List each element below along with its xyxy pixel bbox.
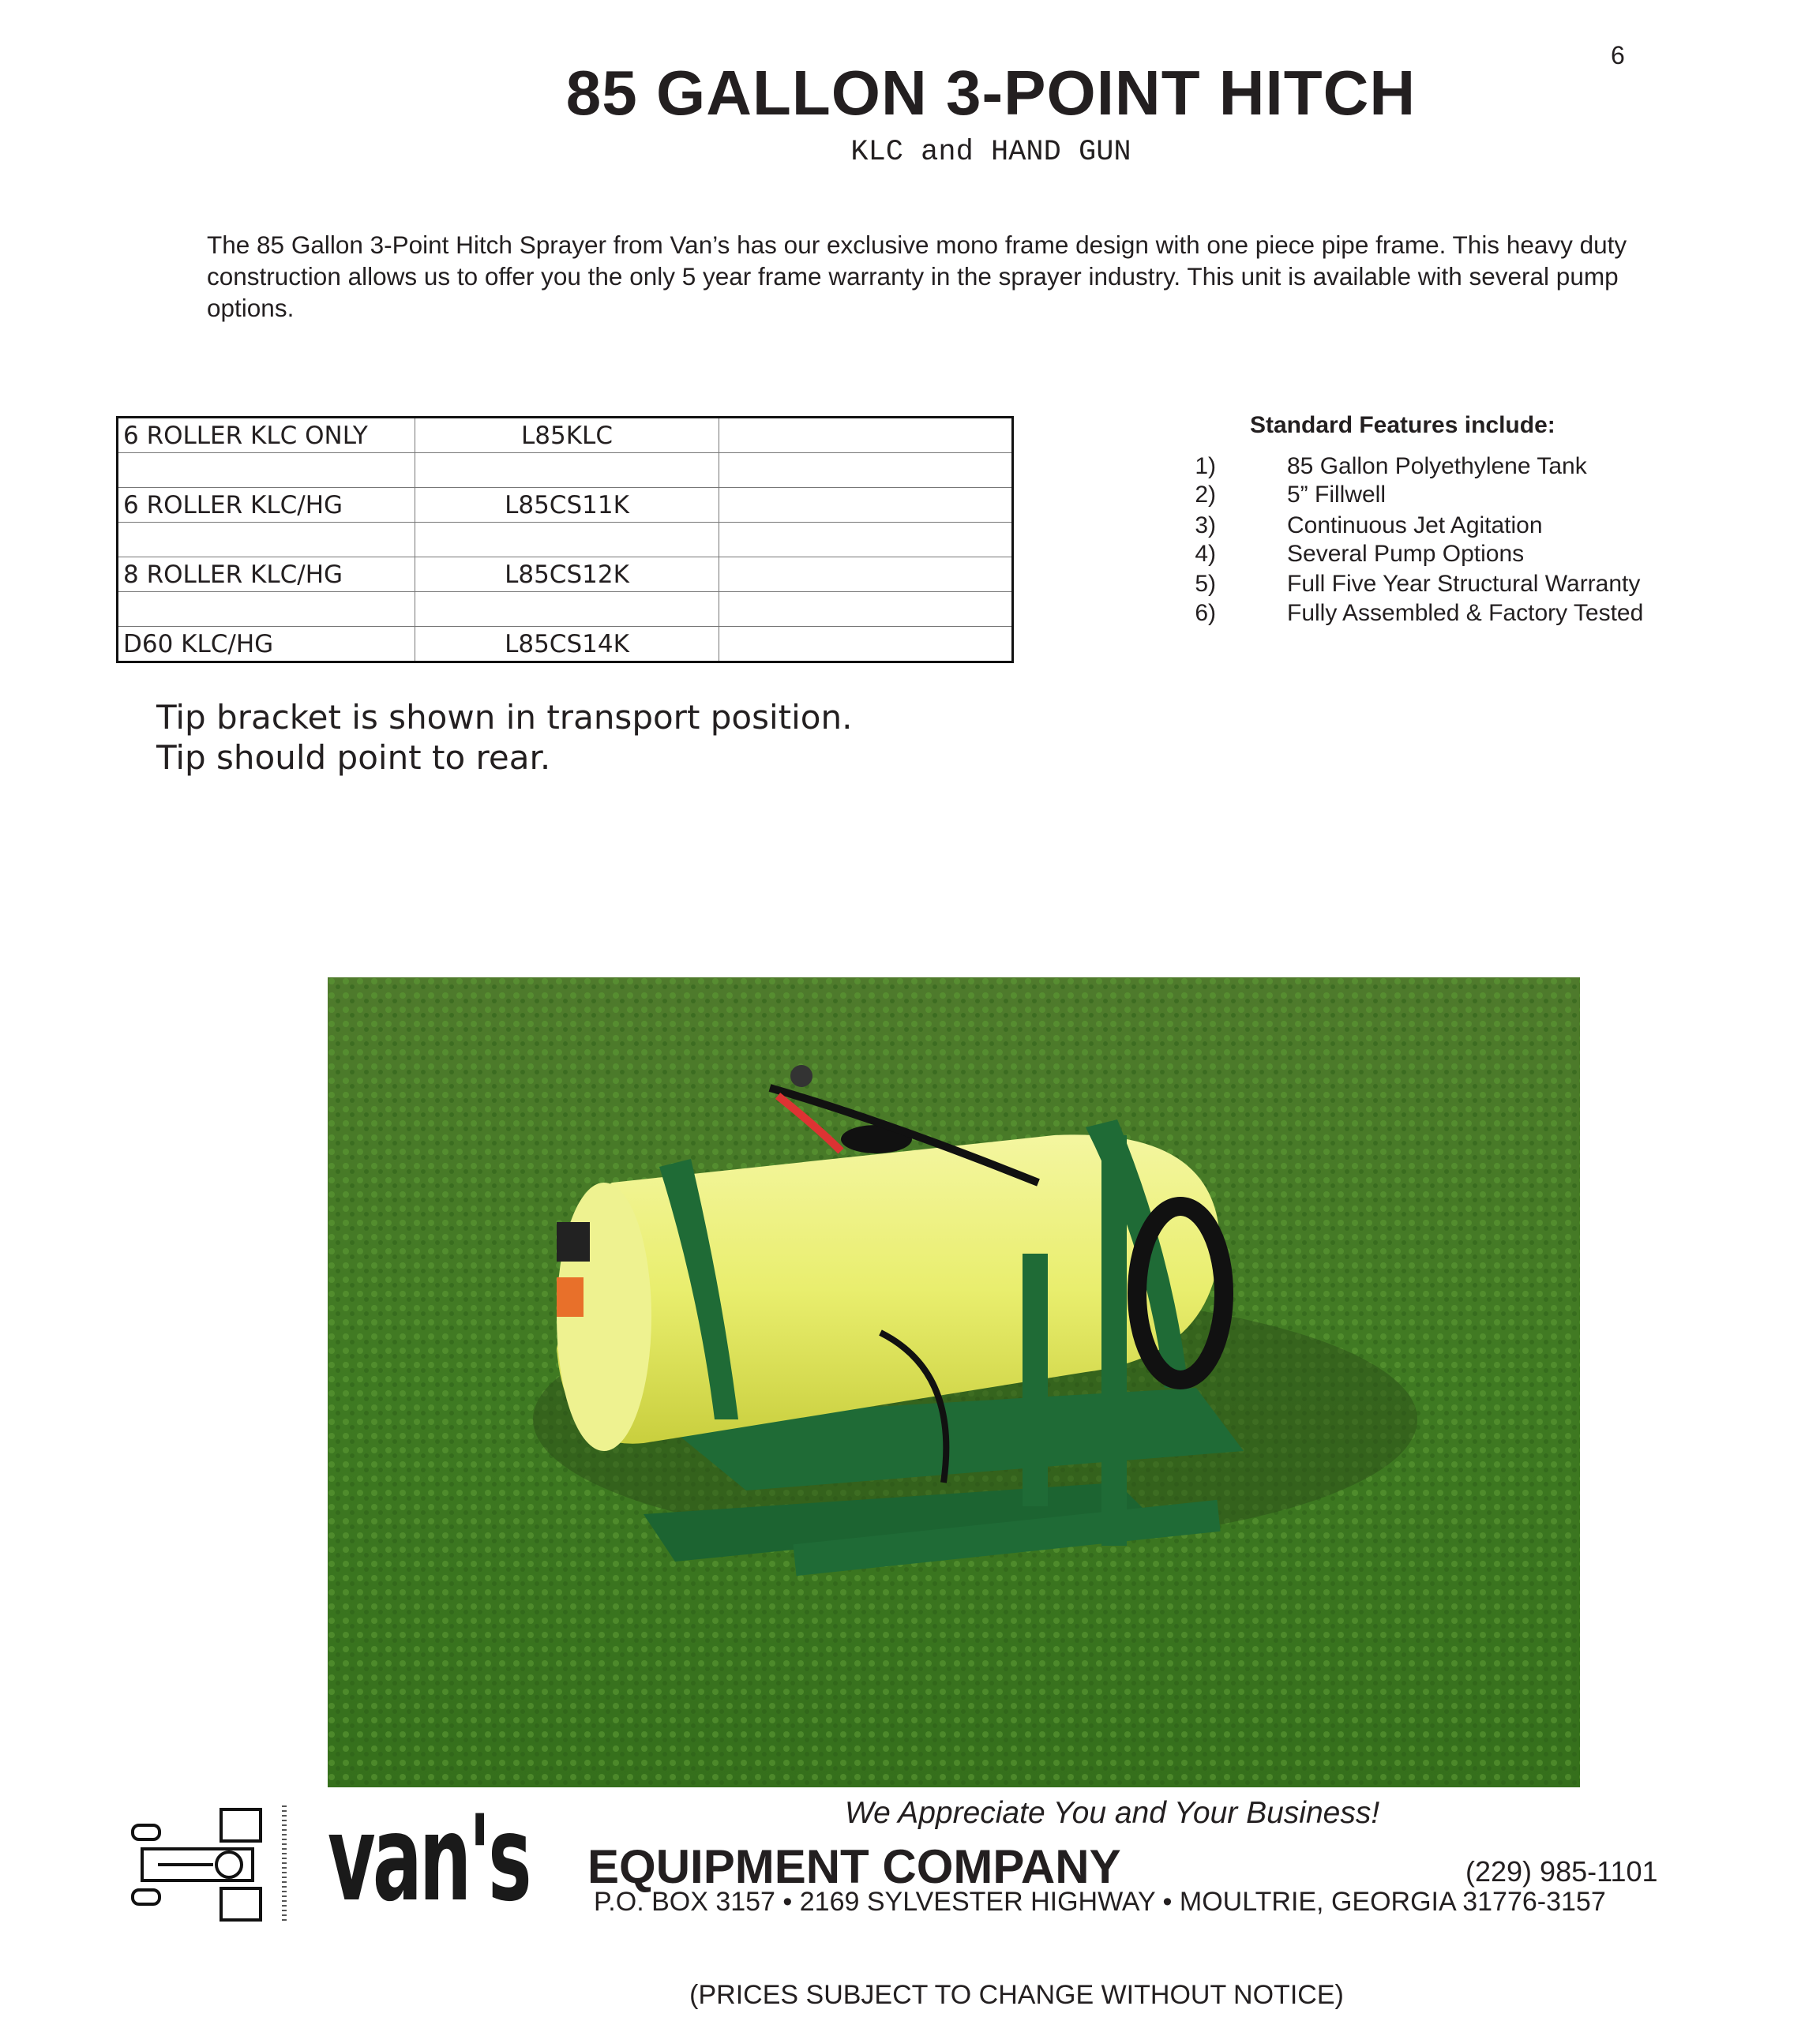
feature-text: 85 Gallon Polyethylene Tank xyxy=(1287,453,1587,479)
intro-paragraph: The 85 Gallon 3-Point Hitch Sprayer from Van’s has our exclusive mono frame design with one piece pipe frame. This heavy duty construction allows us to offer you the only 5 year frame warranty in the sprayer industry. This unit is available with several pump options. xyxy=(207,231,1627,322)
tank-label xyxy=(557,1222,590,1262)
model-row xyxy=(118,488,1013,523)
model-price xyxy=(719,523,1013,557)
model-row xyxy=(118,418,1013,453)
feature-number: 6) xyxy=(1195,600,1216,626)
feature-item xyxy=(1176,512,1543,539)
feature-text: Full Five Year Structural Warranty xyxy=(1287,571,1641,597)
tagline: We Appreciate You and Your Business! xyxy=(845,1796,1380,1830)
model-code: L85CS12K xyxy=(415,557,719,592)
model-row xyxy=(118,592,1013,627)
feature-number: 3) xyxy=(1195,512,1216,538)
caution-label xyxy=(557,1277,584,1317)
tip-note-line-1: Tip bracket is shown in transport position. xyxy=(156,698,853,737)
feature-text: Continuous Jet Agitation xyxy=(1287,512,1543,538)
model-name: 8 ROLLER KLC/HG xyxy=(118,557,415,592)
vans-logo: van's xyxy=(328,1790,529,1928)
features-heading: Standard Features include: xyxy=(1250,412,1555,438)
model-row xyxy=(118,627,1013,662)
feature-number: 2) xyxy=(1195,482,1216,508)
model-price xyxy=(719,488,1013,523)
feature-item xyxy=(1176,541,1525,568)
model-price xyxy=(719,453,1013,488)
page-number: 6 xyxy=(1611,41,1625,69)
sprayer-photo xyxy=(328,977,1580,1787)
model-name xyxy=(118,592,415,627)
feature-item xyxy=(1176,571,1641,598)
model-code: L85CS14K xyxy=(415,627,719,662)
prices-note: (PRICES SUBJECT TO CHANGE WITHOUT NOTICE) xyxy=(689,1980,1344,2010)
model-name: 6 ROLLER KLC ONLY xyxy=(118,418,415,453)
company-name: EQUIPMENT COMPANY xyxy=(587,1840,1121,1893)
model-code xyxy=(415,592,719,627)
model-name xyxy=(118,523,415,557)
feature-item xyxy=(1176,482,1387,508)
feature-item xyxy=(1176,453,1587,480)
feature-text: Several Pump Options xyxy=(1287,541,1525,567)
model-table xyxy=(116,416,1014,663)
hose-reel-post xyxy=(1101,1135,1127,1546)
page-title: 85 GALLON 3-POINT HITCH xyxy=(565,58,1417,128)
model-price xyxy=(719,592,1013,627)
model-name xyxy=(118,453,415,488)
model-price xyxy=(719,418,1013,453)
model-row xyxy=(118,523,1013,557)
tip-note-line-2: Tip should point to rear. xyxy=(156,738,551,777)
feature-number: 4) xyxy=(1195,541,1216,567)
model-name: D60 KLC/HG xyxy=(118,627,415,662)
feature-number: 5) xyxy=(1195,571,1216,597)
model-code xyxy=(415,453,719,488)
model-row xyxy=(118,557,1013,592)
model-row xyxy=(118,453,1013,488)
feature-number: 1) xyxy=(1195,453,1216,479)
feature-text: Fully Assembled & Factory Tested xyxy=(1287,600,1644,626)
company-phone: (229) 985-1101 xyxy=(1465,1855,1658,1888)
model-code xyxy=(415,523,719,557)
model-name: 6 ROLLER KLC/HG xyxy=(118,488,415,523)
feature-item xyxy=(1176,600,1644,627)
model-code: L85CS11K xyxy=(415,488,719,523)
feature-text: 5” Fillwell xyxy=(1287,482,1387,508)
company-address: P.O. BOX 3157 • 2169 SYLVESTER HIGHWAY • MOULTRIE, GEORGIA 31776-3157 xyxy=(594,1887,1606,1917)
tractor-logo-icon xyxy=(126,1802,300,1928)
model-code: L85KLC xyxy=(415,418,719,453)
model-price xyxy=(719,557,1013,592)
model-price xyxy=(719,627,1013,662)
page-subtitle: KLC and HAND GUN xyxy=(850,136,1131,169)
